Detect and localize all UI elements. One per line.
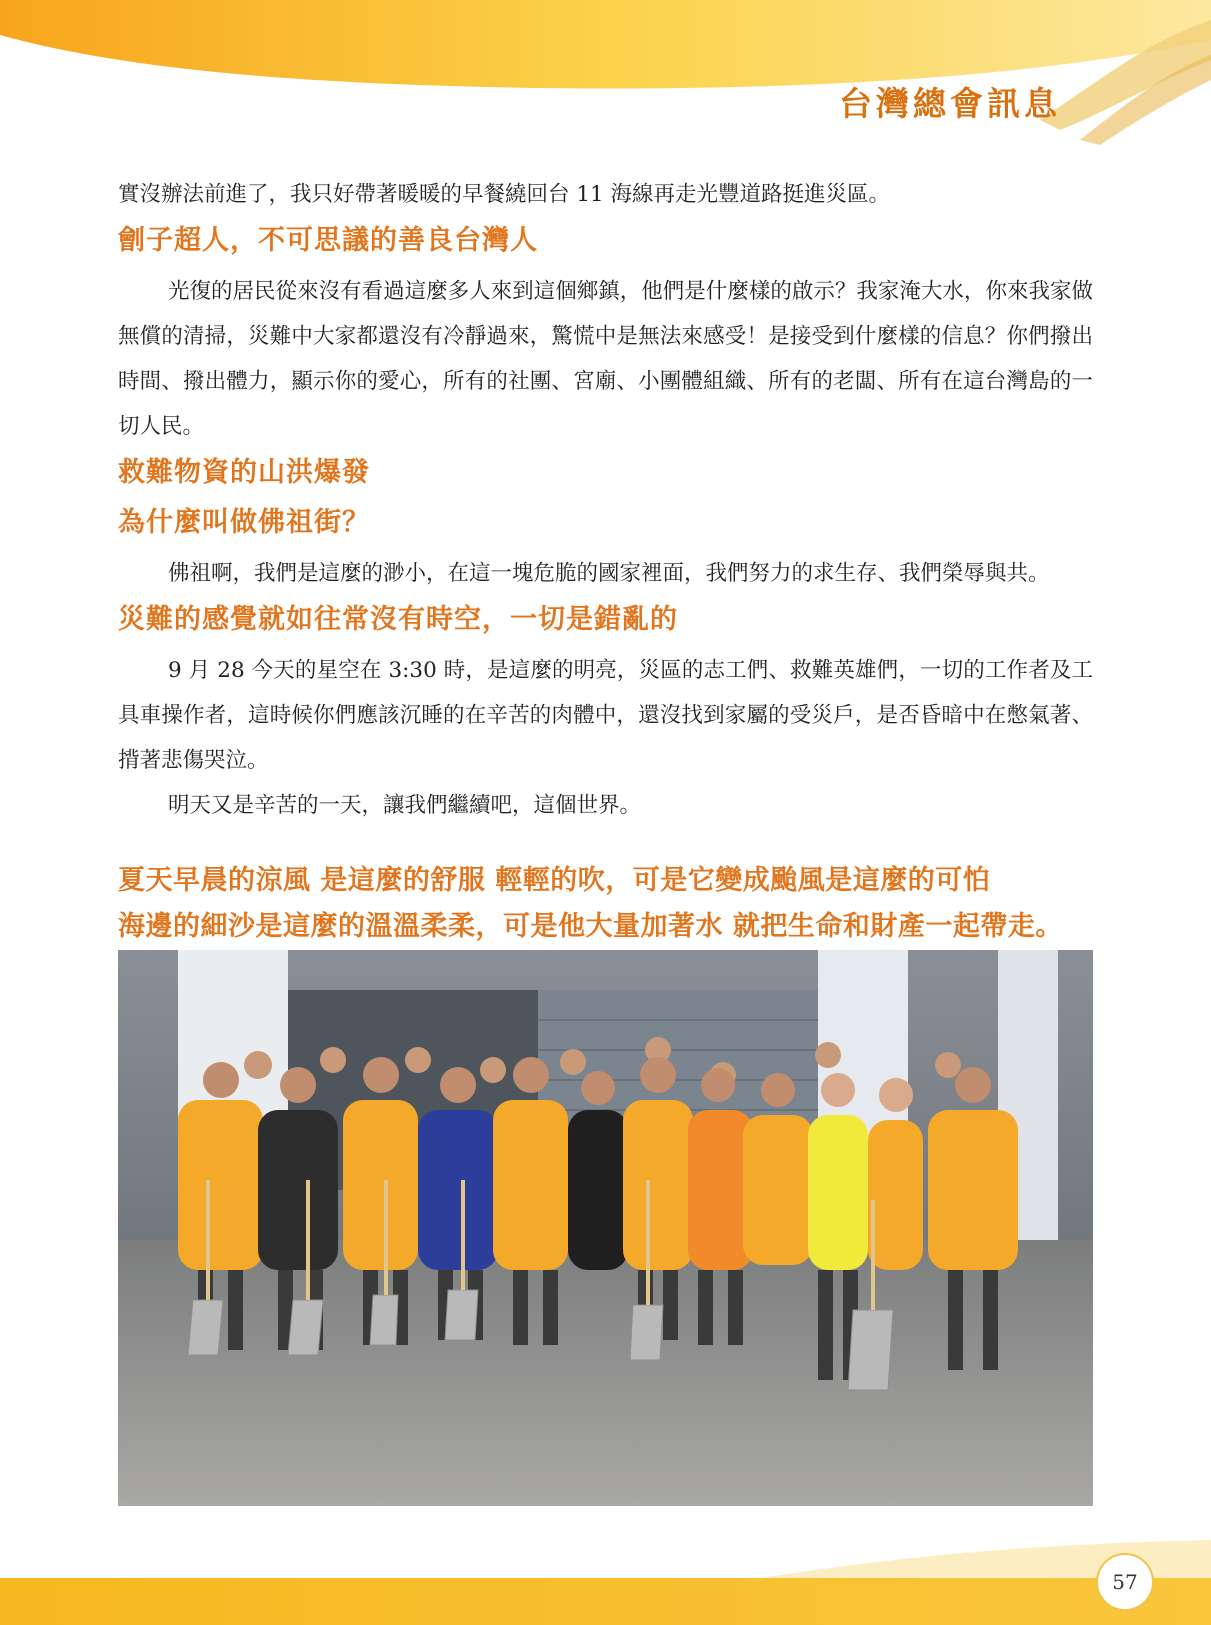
header-decoration (0, 0, 1211, 150)
quote-line: 海邊的細沙是這麼的溫溫柔柔，可是他大量加著水 就把生命和財產一起帶走。 (118, 911, 1063, 942)
paragraph: 光復的居民從來沒有看過這麼多人來到這個鄉鎮，他們是什麼樣的啟示？我家淹大水，你來我家做無償的清掃，災難中大家都還沒有冷靜過來，驚慌中是無法來感受！是接受到什麼樣的信息？你們撥出時間、撥出體力，顯示你的愛心，所有的社團、宮廟、小團體組織、所有的老闆、所有在這台灣島的一切人民。 (118, 279, 1093, 439)
paragraph: 明天又是辛苦的一天，讓我們繼續吧，這個世界。 (168, 793, 642, 818)
subheading: 為什麼叫做佛祖街？ (118, 507, 370, 538)
article-body (118, 172, 1093, 828)
paragraph: 9 月 28 今天的星空在 3:30 時，是這麼的明亮，災區的志工們、救難英雄們，一切的工作者及工具車操作者，這時候你們應該沉睡的在辛苦的肉體中，還沒找到家屬的受災戶，是否昏暗中在憋氣著、揹著悲傷哭泣。 (118, 658, 1093, 773)
quote-line: 夏天早晨的涼風 是這麼的舒服 輕輕的吹，可是它變成颱風是這麼的可怕 (118, 865, 991, 896)
subheading: 救難物資的山洪爆發 (118, 457, 370, 488)
paragraph: 佛祖啊，我們是這麼的渺小，在這一塊危脆的國家裡面，我們努力的求生存、我們榮辱與共。 (168, 561, 1050, 586)
page-number: 57 (1096, 1553, 1154, 1611)
footer-decoration (0, 1540, 1211, 1625)
highlight-quote (118, 858, 1098, 950)
subheading: 災難的感覺就如往常沒有時空，一切是錯亂的 (118, 604, 678, 635)
section-title: 台灣總會訊息 (839, 84, 1061, 123)
group-photo (118, 950, 1093, 1506)
subheading: 劊子超人，不可思議的善良台灣人 (118, 225, 538, 256)
paragraph: 實沒辦法前進了，我只好帶著暖暖的早餐繞回台 11 海線再走光豐道路挺進災區。 (118, 182, 891, 207)
